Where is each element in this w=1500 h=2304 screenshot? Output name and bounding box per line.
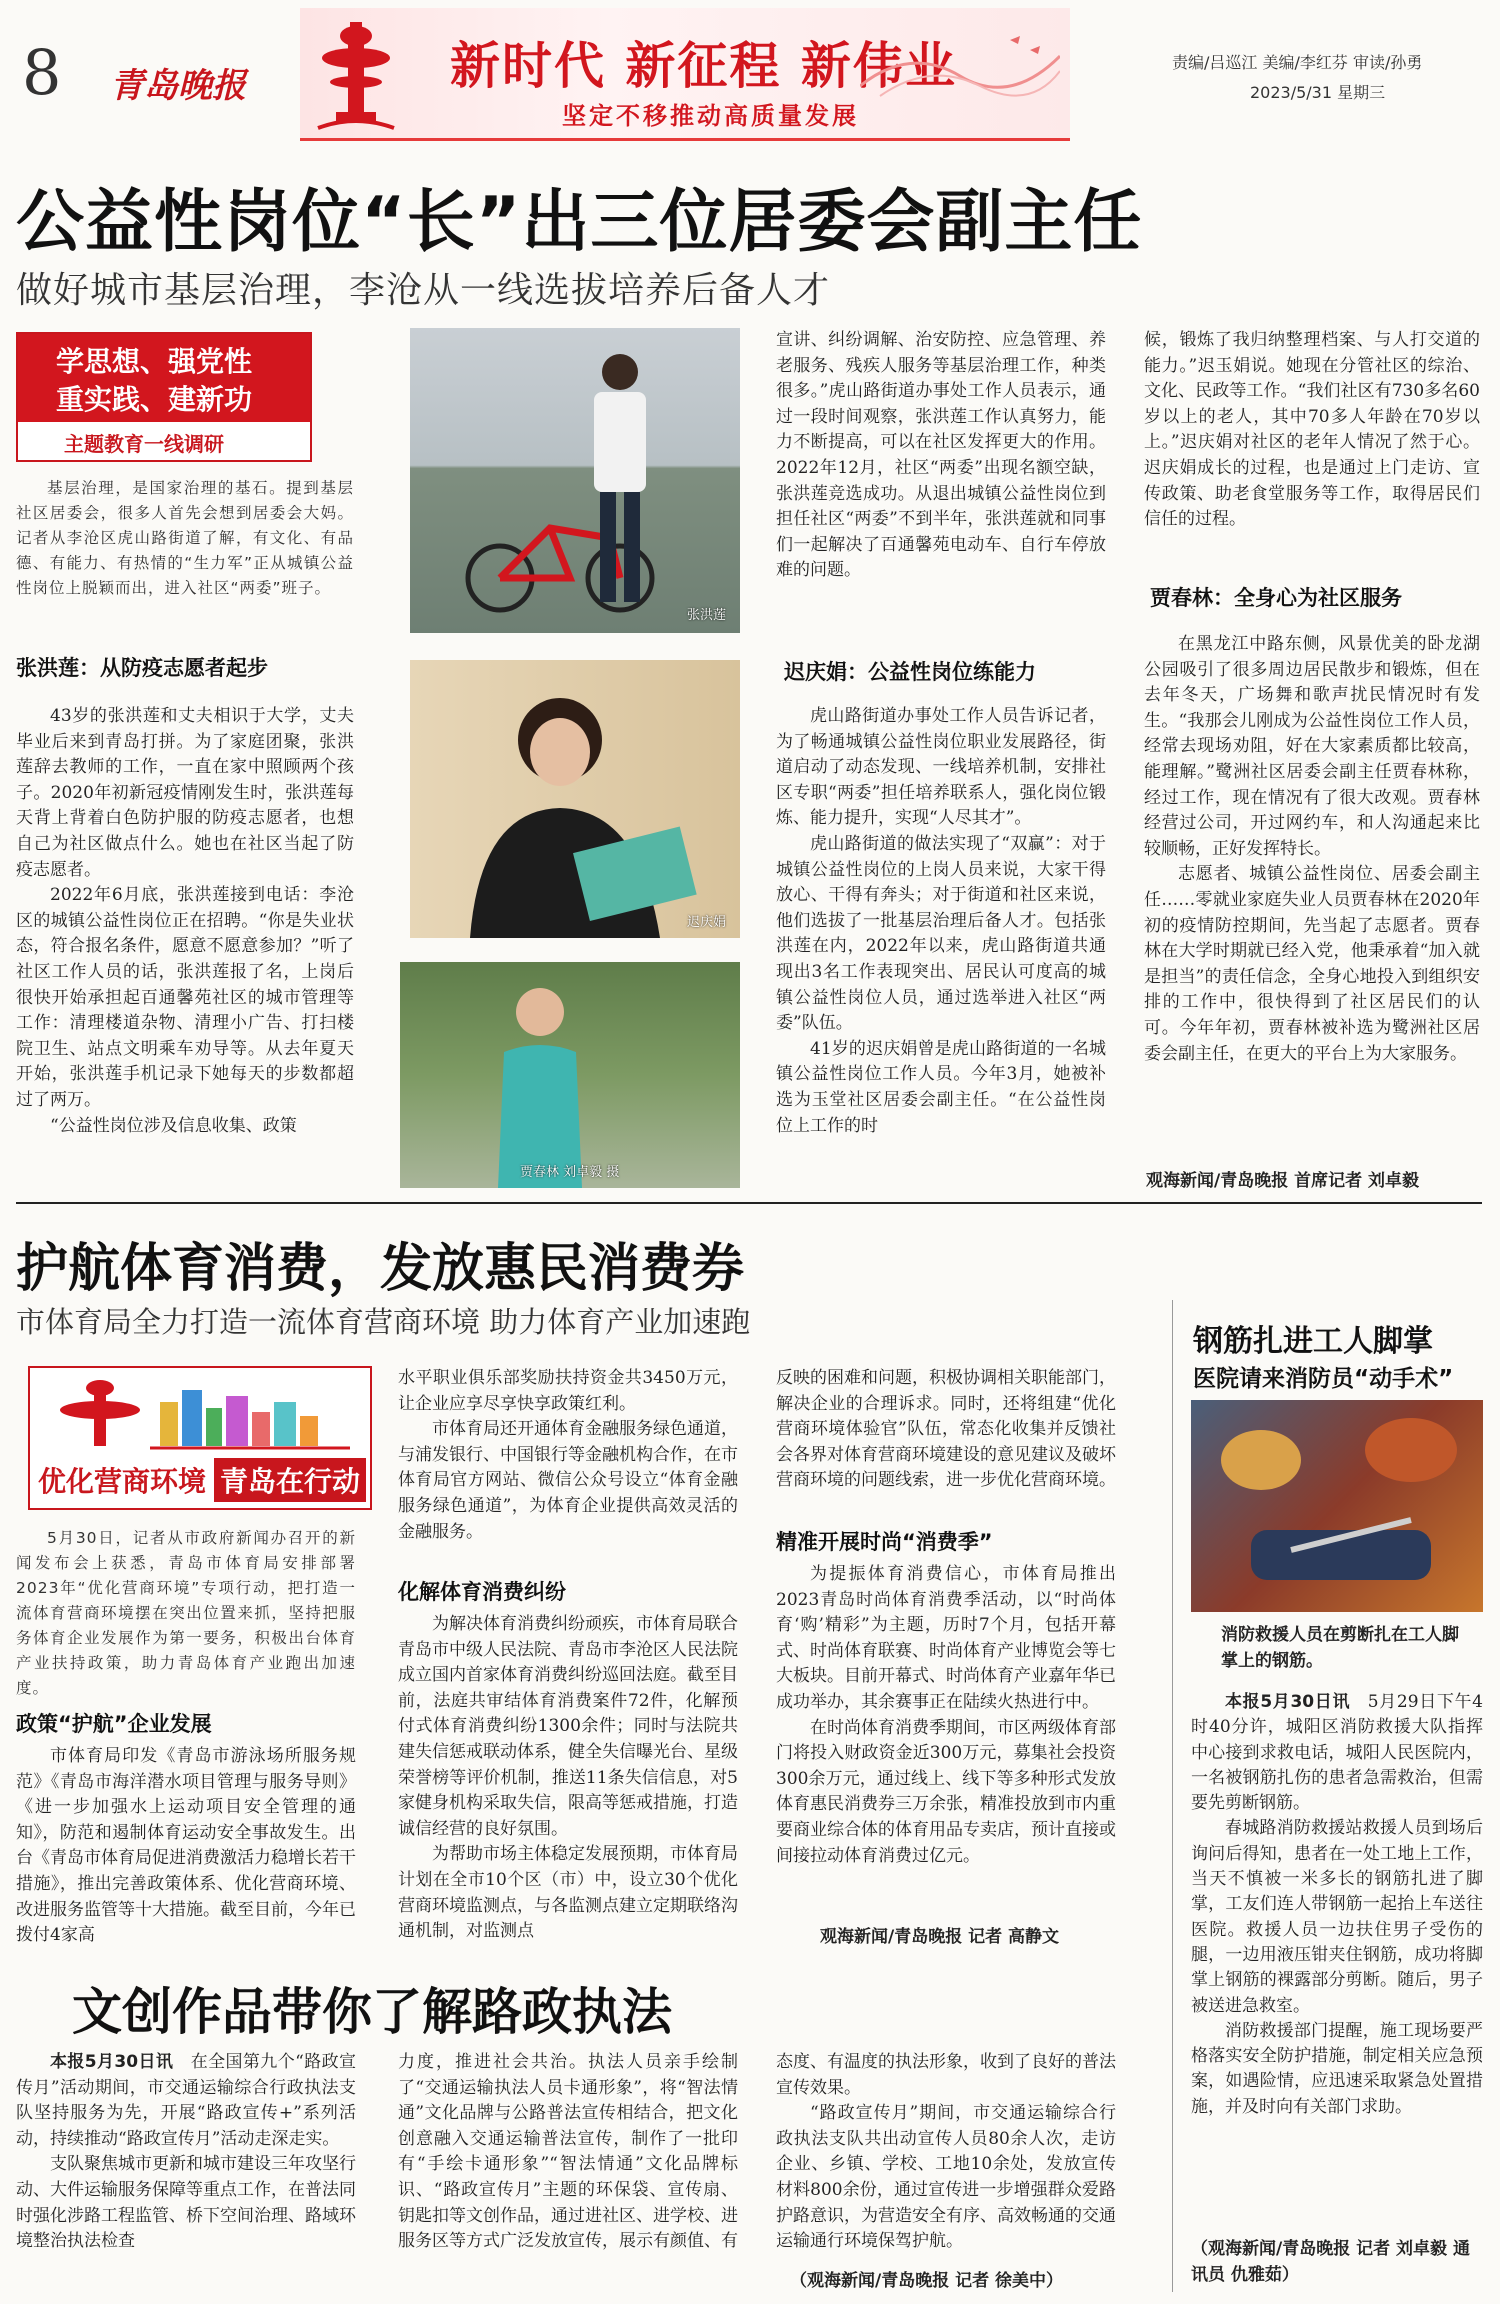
person-vest-icon <box>480 982 600 1188</box>
tower-logo-icon <box>310 16 402 136</box>
section-title-jia: 贾春林：全身心为社区服务 <box>1150 586 1402 610</box>
person-reading-icon <box>440 680 700 938</box>
article1-col3a: 宣讲、纠纷调解、治安防控、应急管理、养老服务、残疾人服务等基层治理工作，种类很多。”虎山路街道办事处工作人员表示，通过一段时间观察，张洪莲工作认真努力，能力不断提高，可以在社区发挥更大的作用。2022年12月，社区“两委”出现名额空缺，张洪莲竞选成功。从退出城镇公益性岗位到担任社区“两委”不到半年，张洪莲就和同事们一起解决了百通馨苑电动车、自行车停放难的问题。 <box>776 330 1106 581</box>
photo1-credit: 张洪莲 <box>686 608 726 623</box>
logo-text-right: 青岛在行动 <box>214 1458 366 1502</box>
article3-body: 本报5月30日讯 5月29日下午4时40分许，城阳区消防救援大队指挥中心接到求救电话，城阳人民医院内，一名被钢筋扎伤的患者急需救治，但需要先剪断钢筋。 春城路消防救援站救援人员到场后询问后得知，患者在一处工地上工作，当天不慎被一米多长的钢筋扎进了脚掌，工友们连人带钢筋一起抬上车送往医院。救援人员一边扶住男子受伤的腿，一边用液压钳夹住钢筋，成功将脚掌上钢筋的裸露部分剪断。随后，男子被送进急救室。 消防救援部门提醒，施工现场要严格落实安全防护措施，制定相关应急预案，如遇险情，应迅速采取紧急处置措施，并及时向有关部门求助。 <box>1191 1692 1483 2117</box>
article3-box <box>1172 1300 1485 2292</box>
article1-subheadline: 做好城市基层治理，李沧从一线选拔培养后备人才 <box>16 270 831 311</box>
article3-headline: 钢筋扎进工人脚掌 <box>1193 1324 1433 1359</box>
article1-col1: 43岁的张洪莲和丈夫相识于大学，丈夫毕业后来到青岛打拼。为了家庭团聚，张洪莲辞去教师的工作，一直在家中照顾两个孩子。2020年初新冠疫情刚发生时，张洪莲每天背上背着白色防护服的防疫志愿者，也想自己为社区做点什么。她也在社区当起了防疫志愿者。 2022年6月底，张洪莲接到电话：李沧区的城镇公益性岗位正在招聘。“你是失业状态，符合报名条件，愿意不愿意参加？”听了社区工作人员的话，张洪莲报了名，上岗后很快开始承担起百通馨苑社区的城市管理等工作：清理楼道杂物、清理小广告、打扫楼院卫生、站点文明乘车劝导等。从去年夏天开始，张洪莲手机记录下她每天的步数都超过了两万。 “公益性岗位涉及信息收集、政策 <box>16 706 354 1136</box>
article4-col3: 态度、有温度的执法形象，收到了良好的普法宣传效果。 “路政宣传月”期间，市交通运输综合行政执法支队共出动宣传人员80余人次，走访企业、乡镇、学校、工地10余处，发放宣传材料800余份，通过宣传进一步增强群众爱路护路意识，为营造安全有序、高效畅通的交通运输通行环境保驾护航。 <box>776 2052 1116 2252</box>
photo-firefighters <box>1191 1400 1483 1612</box>
article4-headline: 文创作品带你了解路政执法 <box>72 1983 672 2041</box>
article3-lead-label: 本报5月30日讯 <box>1225 1692 1351 1712</box>
badge-line1: 学思想、强党性 <box>56 345 253 378</box>
page-number: 8 <box>22 36 62 109</box>
article4-byline: （观海新闻/青岛晚报 记者 徐美中） <box>790 2271 1064 2291</box>
article4-col1: 本报5月30日讯 在全国第九个“路政宣传月”活动期间，市交通运输综合行政执法支队坚持服务为先，开展“路政宣传+”系列活动，持续推动“路政宣传月”活动走深走实。 支队聚焦城市更新和城市建设三年攻坚行动、大件运输服务保障等重点工作，在普法同时强化涉路工程监管、桥下空间治理、路域环境整治执法检查 <box>16 2052 356 2252</box>
article2-col3b: 为提振体育消费信心，市体育局推出2023青岛时尚体育消费季活动，以“时尚体育‘购’精彩”为主题，历时7个月，包括开幕式、时尚体育联赛、时尚体育产业博览会等七大板块。目前开幕式、时尚体育产业嘉年华已成功举办，其余赛事正在陆续火热进行中。 在时尚体育消费季期间，市区两级体育部门将投入财政资金近300万元，募集社会投资300余万元，通过线上、线下等多种形式发放体育惠民消费券三万余张，精准投放到市内重要商业综合体的体育用品专卖店，预计直接或间接拉动体育消费过亿元。 <box>776 1564 1116 1866</box>
banner <box>300 8 1070 141</box>
article3-byline: （观海新闻/青岛晚报 记者 刘卓毅 通讯员 仇雅茹） <box>1191 2239 1470 2285</box>
divider <box>16 1202 1482 1204</box>
article3-subheadline: 医院请来消防员“动手术” <box>1193 1366 1454 1392</box>
section-title-season: 精准开展时尚“消费季” <box>776 1530 993 1554</box>
article2-col1: 市体育局印发《青岛市游泳场所服务规范》《青岛市海洋潜水项目管理与服务导则》《进一步加强水上运动项目安全管理的通知》，防范和遏制体育运动安全事故发生。出台《青岛市体育局促进消费激活力稳增长若干措施》，推出完善政策体系、优化营商环境、改进服务监管等十大措施。截至目前，今年已拨付4家高 <box>16 1746 356 1946</box>
article2-byline: 观海新闻/青岛晚报 记者 高静文 <box>820 1927 1060 1947</box>
business-env-logo <box>28 1366 372 1510</box>
person-figure-icon <box>580 348 660 608</box>
topic-badge <box>16 332 312 462</box>
wave-decoration-icon <box>860 26 1060 106</box>
section-title-zhang: 张洪莲：从防疫志愿者起步 <box>16 656 268 680</box>
city-skyline-icon <box>40 1372 360 1456</box>
paper-name: 青岛晚报 <box>110 66 246 106</box>
section-title-policy: 政策“护航”企业发展 <box>16 1712 212 1736</box>
photo-chi-qingjuan <box>410 660 740 938</box>
section-title-chi: 迟庆娟：公益性岗位练能力 <box>784 660 1036 684</box>
photo3-credit: 贾春林 刘卓毅 摄 <box>520 1165 620 1180</box>
article2-subheadline: 市体育局全力打造一流体育营商环境 助力体育产业加速跑 <box>16 1305 751 1339</box>
article1-byline: 观海新闻/青岛晚报 首席记者 刘卓毅 <box>1146 1171 1420 1191</box>
date: 2023/5/31 星期三 <box>1250 83 1386 102</box>
banner-subtitle: 坚定不移推动高质量发展 <box>562 102 859 130</box>
logo-text-left: 优化营商环境 <box>38 1465 207 1498</box>
editors: 责编/吕巡江 美编/李红芬 审读/孙勇 <box>1172 53 1423 72</box>
article2-col3a: 反映的困难和问题，积极协调相关职能部门，解决企业的合理诉求。同时，还将组建“优化营商环境体验官”队伍，常态化收集并反馈社会各界对体育营商环境建设的意见建议及破坏营商环境的问题线索，进一步优化营商环境。 <box>776 1368 1116 1491</box>
article1-col3b: 虎山路街道办事处工作人员告诉记者，为了畅通城镇公益性岗位职业发展路径，街道启动了动态发现、一线培养机制，安排社区专职“两委”担任培养联系人，强化岗位锻炼、能力提升，实现“人尽其才”。 虎山路街道的做法实现了“双赢”：对于城镇公益性岗位的上岗人员来说，大家干得放心、干得有奔头；对于街道和社区来说，他们选拔了一批基层治理后备人才。包括张洪莲在内，2022年以来，虎山路街道共通现出3名工作表现突出、居民认可度高的城镇公益性岗位人员，通过选举进入社区“两委”队伍。 41岁的迟庆娟曾是虎山路街道的一名城镇公益性岗位工作人员。今年3月，她被补选为玉堂社区居委会副主任。“在公益性岗位上工作的时 <box>776 706 1106 1136</box>
photo-jia-chunlin <box>400 962 740 1188</box>
photo-zhang-hongLian <box>410 328 740 633</box>
article1-col4a: 候，锻炼了我归纳整理档案、与人打交道的能力。”迟玉娟说。她现在分管社区的综治、文化、民政等工作。“我们社区有730多名60岁以上的老人，其中70多人年龄在70岁以上。”迟庆娟对社区的老年人情况了然于心。迟庆娟成长的过程，也是通过上门走访、宣传政策、助老食堂服务等工作，取得居民们信任的过程。 <box>1144 330 1480 530</box>
article4-col2: 力度，推进社会共治。执法人员亲手绘制了“交通运输执法人员卡通形象”，将“智法情通”文化品牌与公路普法宣传相结合，把文化创意融入交通运输普法宣传，制作了一批印有“手绘卡通形象”“智法情通”文化品牌标识、“路政宣传月”主题的环保袋、宣传扇、钥匙扣等文创作品，通过进社区、进学校、进服务区等方式广泛发放宣传，展示有颜值、有 <box>398 2052 738 2252</box>
article1-headline: 公益性岗位“长”出三位居委会副主任 <box>16 183 1143 262</box>
banner-title: 新时代 新征程 新伟业 <box>450 37 957 95</box>
article2-lead: 5月30日，记者从市政府新闻办召开的新闻发布会上获悉，青岛市体育局安排部署2023年“优化营商环境”专项行动，把打造一流体育营商环境摆在突出位置来抓，坚持把服务体育企业发展作为第一要务，积极出台体育产业扶持政策，助力青岛体育产业跑出加速度。 <box>16 1529 356 1697</box>
badge-footer: 主题教育一线调研 <box>64 432 224 456</box>
article1-col4b: 在黑龙江中路东侧，风景优美的卧龙湖公园吸引了很多周边居民散步和锻炼，但在去年冬天，广场舞和歌声扰民情况时有发生。“我那会儿刚成为公益性岗位工作人员，经常去现场劝阻，好在大家素质都比较高，能理解。”鹭洲社区居委会副主任贾春林称，经过工作，现在情况有了很大改观。贾春林经营过公司，开过网约车，和人沟通起来比较顺畅，正好发挥特长。 志愿者、城镇公益性岗位、居委会副主任……零就业家庭失业人员贾春林在2020年初的疫情防控期间，先当起了志愿者。贾春林在大学时期就已经入党，他秉承着“加入就是担当”的责任信念，全身心地投入到组织安排的工作中，很快得到了社区居民们的认可。今年年初，贾春林被补选为鹭洲社区居委会副主任，在更大的平台上为大家服务。 <box>1144 634 1480 1064</box>
photo2-credit: 迟庆娟 <box>686 915 726 930</box>
article1-lead: 基层治理，是国家治理的基石。提到基层社区居委会，很多人首先会想到居委会大妈。记者从李沧区虎山路街道了解，有文化、有品德、有能力、有热情的“生力军”正从城镇公益性岗位上脱颖而出，进入社区“两委”班子。 <box>16 479 354 597</box>
article2-col2b: 为解决体育消费纠纷顽疾，市体育局联合青岛市中级人民法院、青岛市李沧区人民法院成立国内首家体育消费纠纷巡回法庭。截至目前，法庭共审结体育消费案件72件，化解预付式体育消费纠纷1300余件；同时与法院共建失信惩戒联动体系，健全失信曝光台、星级荣誉榜等评价机制，推送11条失信信息，对5家健身机构采取失信，限高等惩戒措施，打造诚信经营的良好氛围。 为帮助市场主体稳定发展预期，市体育局计划在全市10个区（市）中，设立30个优化营商环境监测点，与各监测点建立定期联络沟通机制，对监测点 <box>398 1614 738 1942</box>
photo-caption: 消防救援人员在剪断扎在工人脚掌上的钢筋。 <box>1221 1625 1459 1671</box>
article2-col2a: 水平职业俱乐部奖励扶持资金共3450万元，让企业应享尽享快享政策红利。 市体育局还开通体育金融服务绿色通道，与浦发银行、中国银行等金融机构合作，在市体育局官方网站、微信公众号设立“体育金融服务绿色通道”，为体育企业提供高效灵活的金融服务。 <box>398 1368 738 1542</box>
section-title-disputes: 化解体育消费纠纷 <box>398 1580 566 1604</box>
badge-line2: 重实践、建新功 <box>56 383 253 416</box>
masthead <box>0 0 1500 150</box>
rescue-scene-icon <box>1191 1400 1483 1612</box>
article4-lead-label: 本报5月30日讯 <box>50 2052 174 2072</box>
article2-headline: 护航体育消费，发放惠民消费券 <box>16 1239 745 1299</box>
